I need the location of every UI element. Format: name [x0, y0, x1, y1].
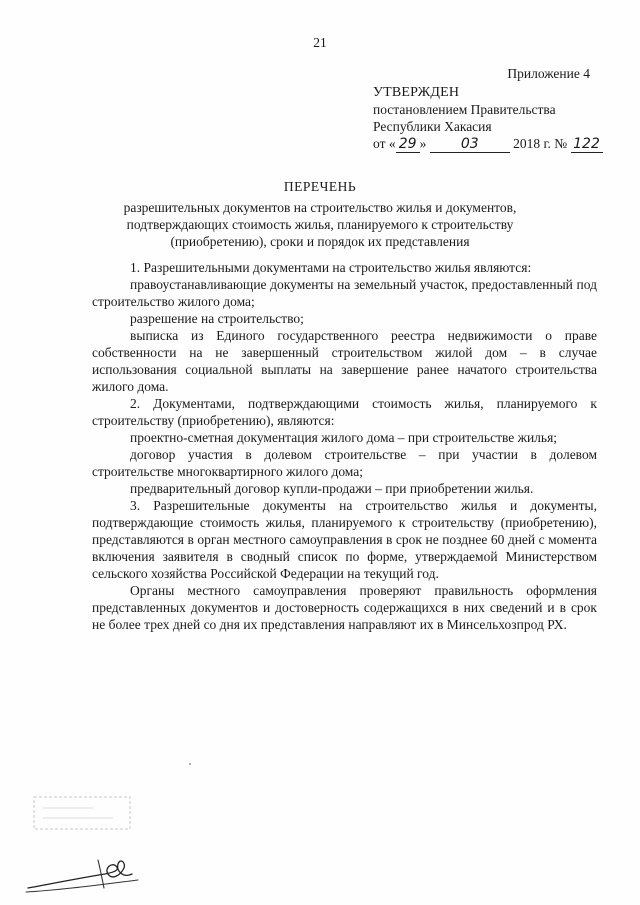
page-number: 21	[313, 35, 327, 50]
document-body	[92, 259, 597, 633]
paragraph: выписка из Единого государственного реестра недвижимости о праве собственности на не завершенный строительством жилой дом – в случае использования социальной выплаты на завершение ранее начатого строительства жилого дома.	[92, 328, 597, 394]
approval-line-2: Республики Хакасия	[373, 119, 492, 134]
paragraph: 3. Разрешительные документы на строительство жилья и документы, подтверждающие стоимость жилья, планируемого к строительству (приобретению), представляются в орган местного самоуправления в срок не позднее 60 дней с момента включения заявителя в сводный список по форме, утверждаемой Министерством сельского хозяйства Российской Федерации на текущий год.	[92, 498, 597, 581]
paragraph: разрешение на строительство;	[130, 311, 304, 326]
date-day-field: 29	[396, 137, 420, 153]
paragraph: 1. Разрешительными документами на строительство жилья являются:	[130, 260, 532, 275]
paragraph: предварительный договор купли-продажи – при приобретении жилья.	[130, 481, 534, 496]
paragraph: проектно-сметная документация жилого дома – при строительстве жилья;	[130, 430, 558, 445]
heading-line-3: (приобретению), сроки и порядок их представления	[170, 234, 470, 249]
appendix-label: Приложение 4	[507, 66, 590, 81]
date-month-field: 03	[430, 137, 510, 153]
heading-line-1: разрешительных документов на строительство жилья и документов,	[123, 200, 517, 215]
document-title: ПЕРЕЧЕНЬ	[283, 179, 357, 194]
document-heading	[0, 178, 640, 250]
approval-block	[373, 84, 603, 153]
date-prefix: от «	[373, 136, 396, 151]
paragraph: правоустанавливающие документы на земельный участок, предоставленный под строительство жилого дома;	[92, 277, 597, 309]
approved-label: УТВЕРЖДЕН	[373, 85, 460, 100]
date-separator: »	[419, 136, 427, 151]
paragraph: договор участия в долевом строительстве – при участии в долевом строительстве многоквартирного жилого дома;	[92, 447, 597, 479]
approval-date-line	[373, 135, 603, 153]
date-year-text: 2018 г. №	[513, 136, 568, 151]
decree-number-field: 122	[571, 137, 603, 153]
scan-speck	[189, 763, 191, 765]
faded-stamp-icon	[33, 796, 133, 832]
approval-line-1: постановлением Правительства	[373, 102, 556, 117]
signature-icon	[20, 848, 150, 898]
paragraph: 2. Документами, подтверждающими стоимость жилья, планируемого к строительству (приобретению), являются:	[92, 396, 597, 428]
paragraph: Органы местного самоуправления проверяют правильность оформления представленных документов и достоверность содержащихся в них сведений и в срок не более трех дней со дня их представления направляют их в Минсельхозпрод РХ.	[92, 583, 597, 632]
heading-line-2: подтверждающих стоимость жилья, планируемого к строительству	[126, 217, 514, 232]
